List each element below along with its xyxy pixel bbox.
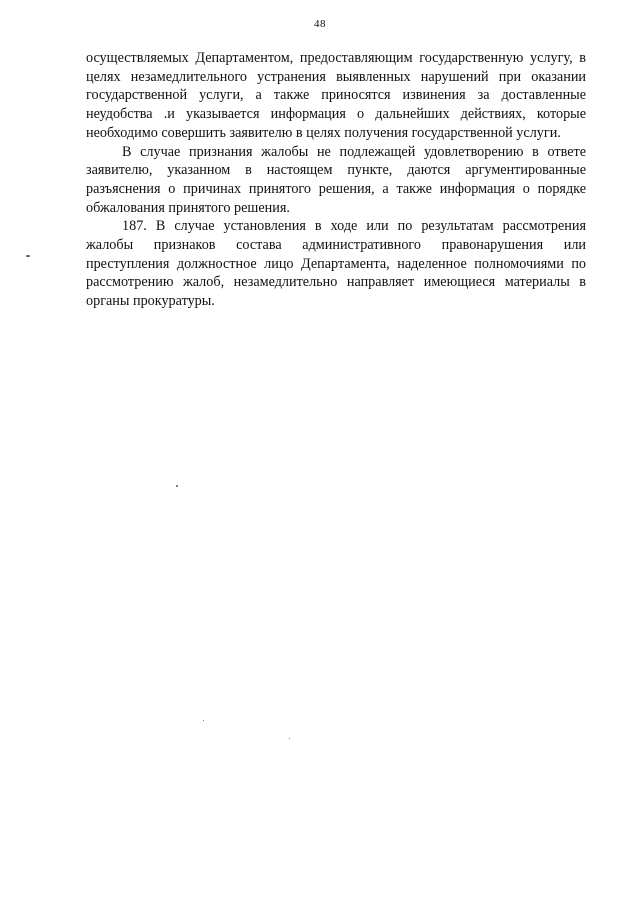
scan-speck — [289, 738, 290, 739]
paragraph-rejection: В случае признания жалобы не подлежащей удовлетворению в ответе заявителю, указанном в настоящем пункте, даются аргументированные разъяснения о причинах принятого решения, а также информация о порядке обжалования принятого решения. — [86, 143, 586, 216]
scan-speck — [26, 255, 30, 257]
scan-speck — [176, 485, 178, 487]
scan-speck — [203, 720, 204, 721]
document-body — [86, 49, 586, 311]
page-number: 48 — [314, 18, 326, 30]
paragraph-187: 187. В случае установления в ходе или по результатам рассмотрения жалобы признаков состава административного правонарушения или преступления должностное лицо Департамента, наделенное полномочиями по рассмотрению жалоб, незамедлительно направляет имеющиеся материалы в органы прокуратуры. — [86, 218, 586, 310]
paragraph-continuation: осуществляемых Департаментом, предоставляющим государственную услугу, в целях незамедлительного устранения выявленных нарушений при оказании государственной услуги, а также приносятся извинения за доставленные неудобства .и указывается информация о дальнейших действиях, которые необходимо совершить заявителю в целях получения государственной услуги. — [86, 50, 586, 141]
